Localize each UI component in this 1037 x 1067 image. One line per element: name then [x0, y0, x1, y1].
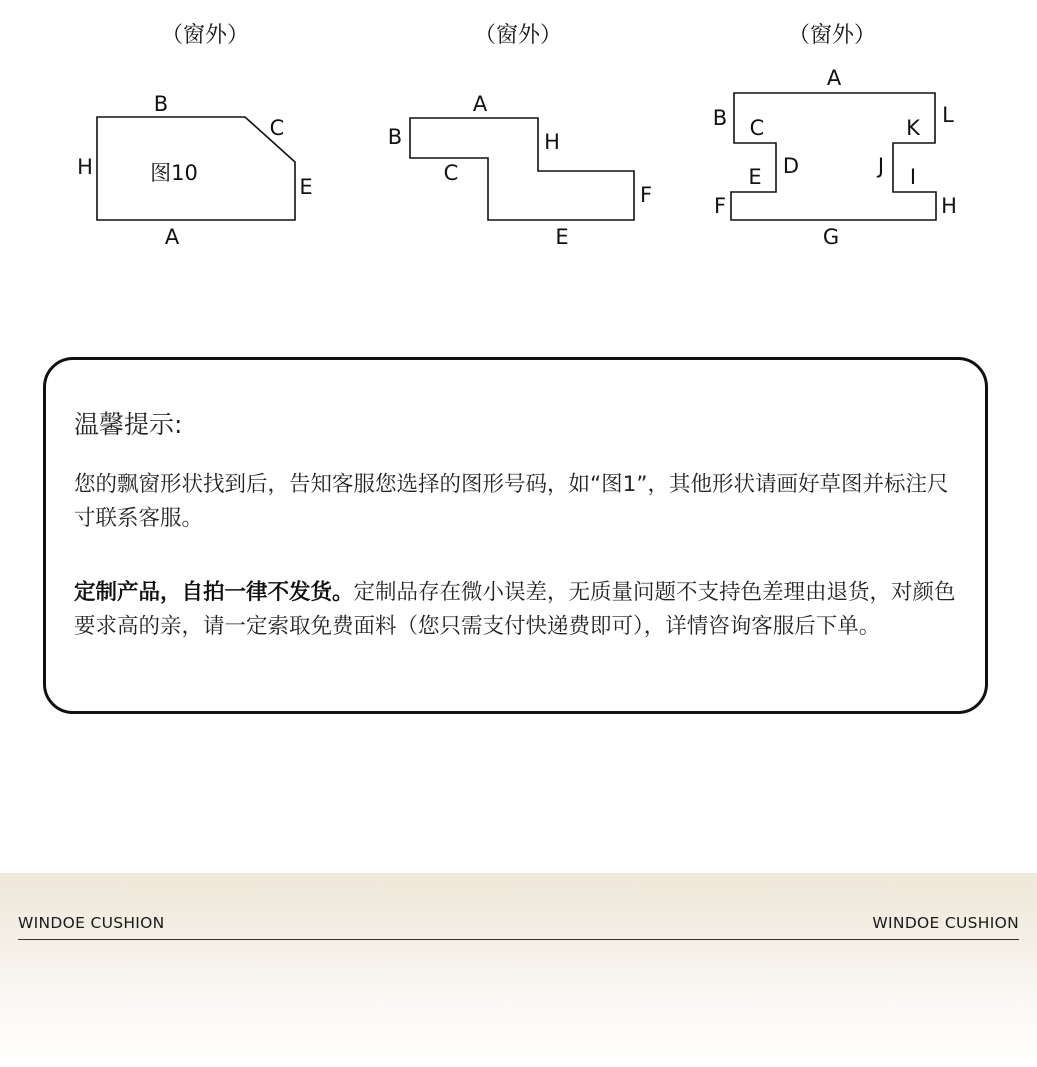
- shape-diagrams-svg: [0, 0, 1037, 270]
- diagram-2-caption: （窗外）: [473, 23, 563, 48]
- shape-3-edge-g: G: [822, 225, 840, 249]
- shape-1-edge-e: E: [299, 175, 313, 199]
- shape-3-edge-i: I: [909, 165, 917, 189]
- notice-policy-details: 定制品存在微小误差，无质量问题不支持色差理由退货，对颜色要求高的亲，请一定索取免费面料（您只需支付快递费即可），详情咨询客服后下单。: [74, 580, 956, 639]
- notice-title: 温馨提示:: [74, 410, 183, 439]
- shape-1-edge-b: B: [153, 92, 169, 116]
- notice-policy-emphasis: 定制产品，自拍一律不发货。: [74, 580, 354, 605]
- shape-1-edge-c: C: [269, 116, 285, 140]
- footer-brand-right: WINDOE CUSHION: [872, 914, 1019, 932]
- shape-2-edge-a: A: [472, 92, 488, 116]
- diagram-1-caption: （窗外）: [160, 23, 250, 48]
- shape-3-edge-d: D: [782, 154, 800, 178]
- notice-paragraph-shape-instructions: 您的飘窗形状找到后，告知客服您选择的图形号码，如“图1”，其他形状请画好草图并标注尺寸联系客服。: [74, 472, 949, 531]
- footer-band: [0, 873, 1037, 1067]
- notice-box: [43, 357, 988, 714]
- footer-divider: [18, 939, 1019, 940]
- shape-3-edge-k: K: [906, 116, 920, 140]
- shape-2-edge-b: B: [387, 125, 403, 149]
- notice-paragraph-custom-policy: [74, 576, 966, 644]
- shape-1-edge-a: A: [164, 225, 180, 249]
- diagram-3-caption: （窗外）: [787, 23, 877, 48]
- shape-3-edge-l: L: [942, 103, 954, 127]
- footer-brand-left: WINDOE CUSHION: [18, 914, 165, 932]
- shape-3-edge-h: H: [941, 194, 957, 218]
- shape-3-edge-f: F: [713, 194, 727, 218]
- shape-3-edge-b: B: [712, 106, 728, 130]
- shape-1-number-label: 图10: [150, 161, 198, 185]
- shape-3-edge-e: E: [748, 165, 762, 189]
- shape-1-edge-h: H: [77, 155, 93, 179]
- shape-3-edge-j: J: [877, 154, 885, 178]
- shape-3-edge-a: A: [826, 66, 842, 90]
- shape-3-outline: [731, 93, 936, 220]
- shape-2-edge-h: H: [544, 130, 560, 154]
- shape-2-edge-c: C: [443, 161, 459, 185]
- window-shape-diagrams: [0, 0, 1037, 270]
- shape-3-edge-c: C: [749, 116, 765, 140]
- shape-2-edge-f: F: [639, 183, 653, 207]
- shape-2-edge-e: E: [555, 225, 569, 249]
